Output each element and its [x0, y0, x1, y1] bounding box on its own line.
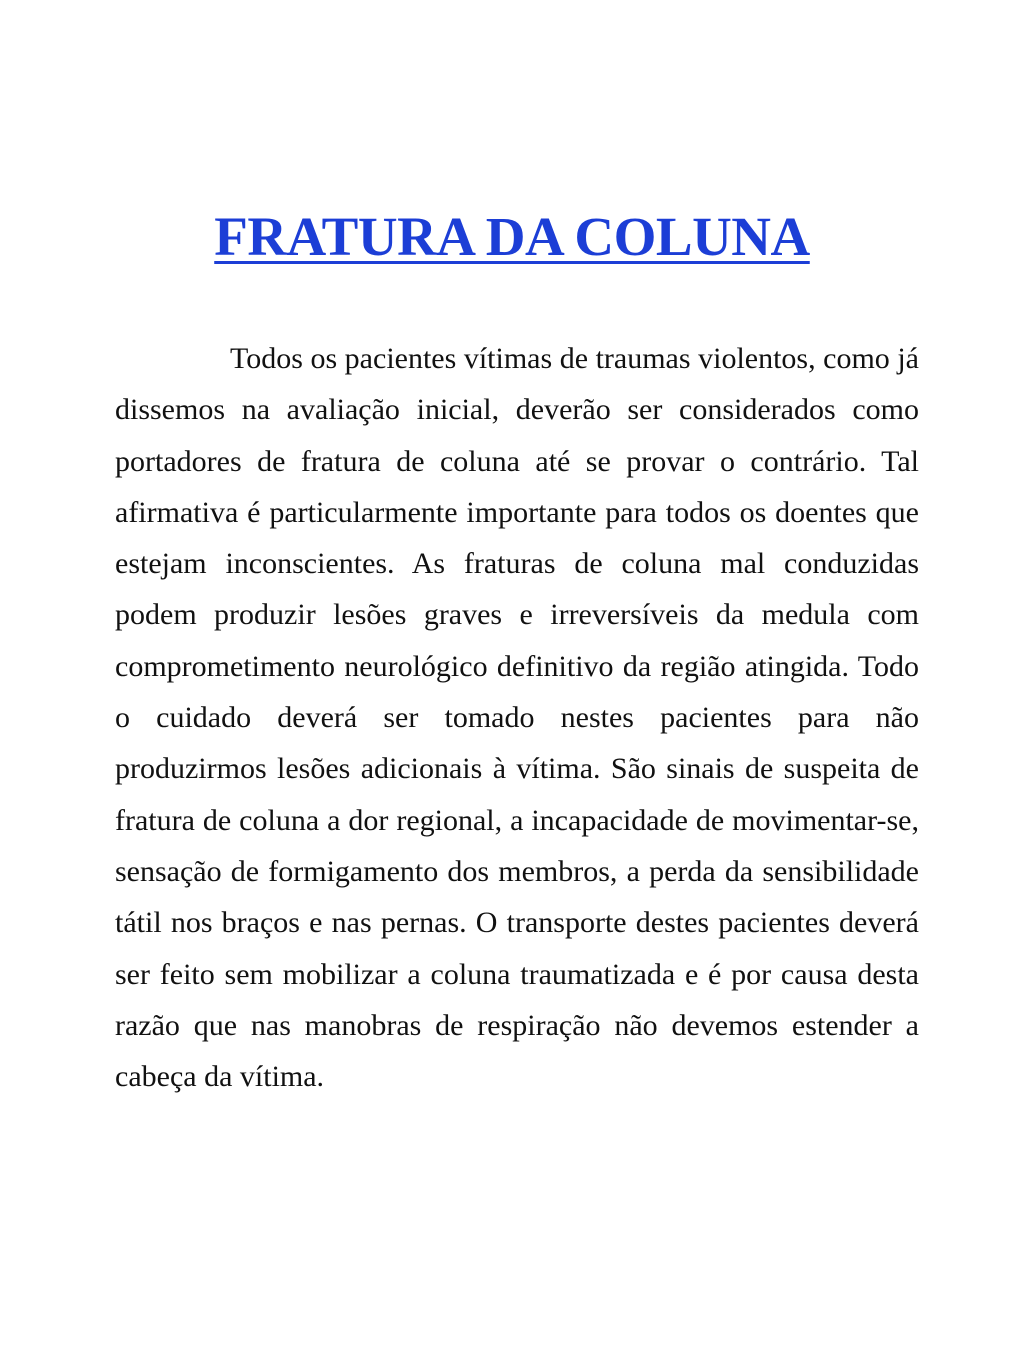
- page-title: FRATURA DA COLUNA: [214, 206, 810, 267]
- body-paragraph: Todos os pacientes vítimas de traumas violentos, como já dissemos na avaliação inicial, deverão ser considerados como portadores de fratura de coluna até se provar o contrário. Tal afirmativa é particularmente importante para todos os doentes que estejam inconscientes. As fraturas de coluna mal conduzidas podem produzir lesões graves e irreversíveis da medula com comprometimento neurológico definitivo da região atingida. Todo o cuidado deverá ser tomado nestes pacientes para não produzirmos lesões adicionais à vítima. São sinais de suspeita de fratura de coluna a dor regional, a incapacidade de movimentar-se, sensação de formigamento dos membros, a perda da sensibilidade tátil nos braços e nas pernas. O transporte destes pacientes deverá ser feito sem mobilizar a coluna traumatizada e é por causa desta razão que nas manobras de respiração não devemos estender a cabeça da vítima.: [115, 342, 919, 1094]
